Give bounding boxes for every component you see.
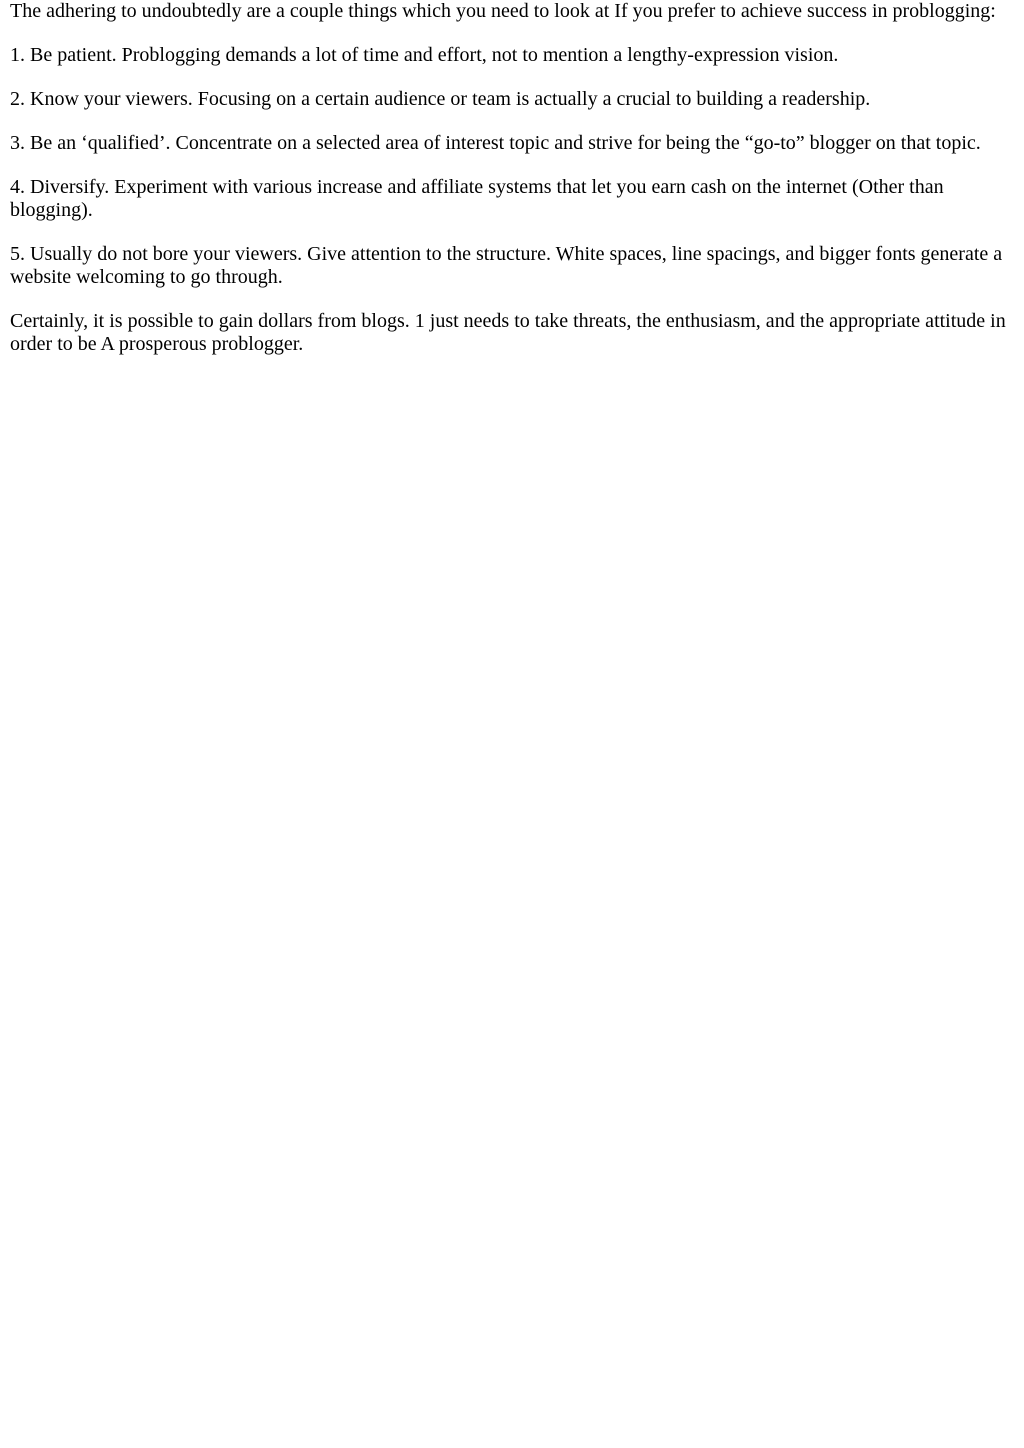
list-item-diversify: 4. Diversify. Experiment with various increase and affiliate systems that let you earn cash on the internet (Other than blogging). bbox=[10, 176, 944, 221]
list-item-qualified: 3. Be an ‘qualified’. Concentrate on a selected area of interest topic and strive for being the “go-to” blogger on that topic. bbox=[10, 132, 981, 154]
list-item-do-not-bore: 5. Usually do not bore your viewers. Give attention to the structure. White spaces, line spacings, and bigger fonts generate a website welcoming to go through. bbox=[10, 243, 1003, 288]
intro-paragraph: The adhering to undoubtedly are a couple things which you need to look at If you prefer to achieve success in problogging: bbox=[10, 0, 996, 22]
list-item-patient: 1. Be patient. Problogging demands a lot of time and effort, not to mention a lengthy-expression vision. bbox=[10, 44, 839, 66]
list-item-know-viewers: 2. Know your viewers. Focusing on a certain audience or team is actually a crucial to building a readership. bbox=[10, 88, 871, 110]
conclusion-paragraph: Certainly, it is possible to gain dollars from blogs. 1 just needs to take threats, the enthusiasm, and the appropriate attitude in order to be A prosperous problogger. bbox=[10, 310, 1006, 355]
article-body bbox=[0, 0, 1024, 356]
